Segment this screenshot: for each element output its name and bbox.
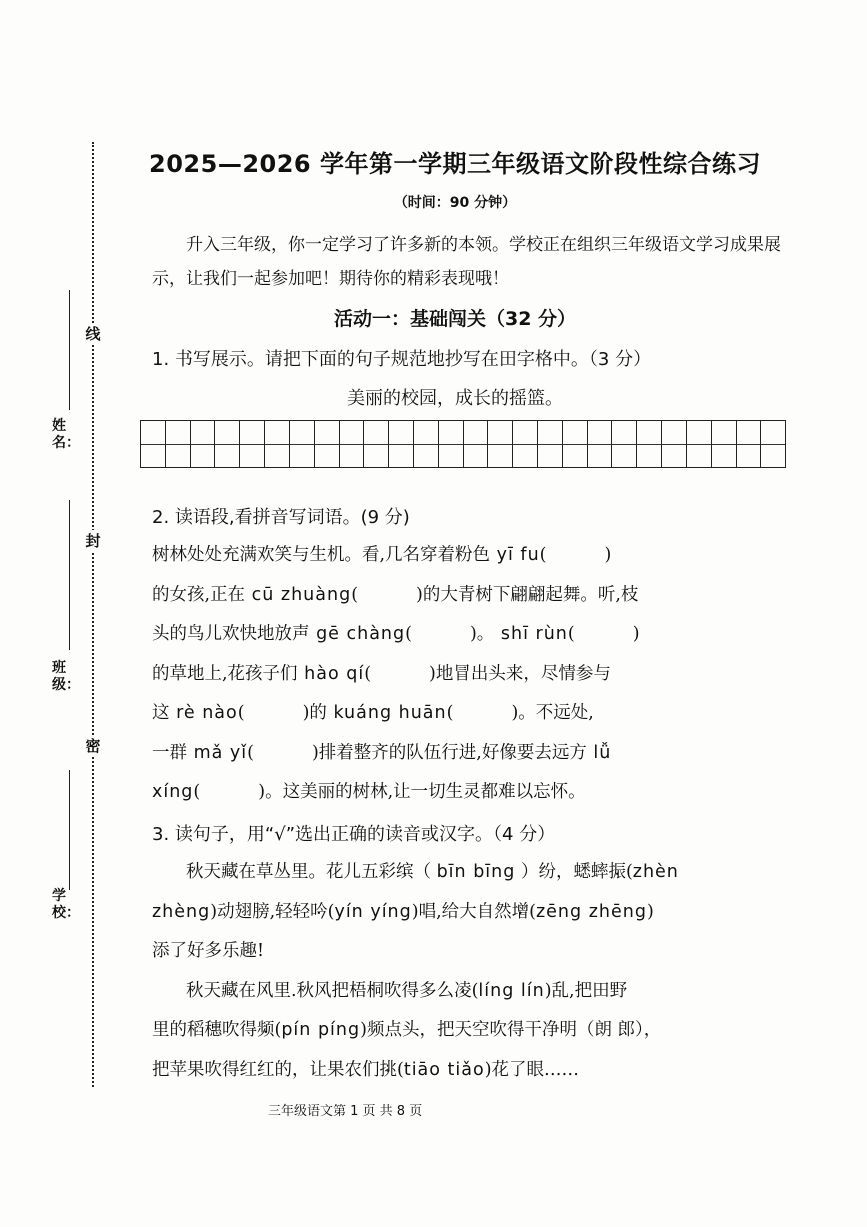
passage-text: ( — [539, 545, 547, 565]
passage-text: ( — [237, 703, 245, 723]
grid-cell[interactable] — [191, 421, 216, 467]
grid-cell[interactable] — [389, 421, 414, 467]
grid-cell[interactable] — [315, 421, 340, 467]
grid-cell[interactable] — [414, 421, 439, 467]
q2-line — [152, 576, 780, 616]
q2-heading: 2. 读语段,看拼音写词语。(9 分) — [152, 507, 410, 528]
q3-line — [152, 853, 780, 893]
q2-line — [152, 694, 780, 734]
passage-text: ( — [397, 1059, 404, 1080]
pinyin-choice[interactable]: zēng zhēng — [535, 901, 647, 922]
passage-text: ( — [567, 624, 575, 644]
passage-text: )地冒出头来，尽情参与 — [429, 663, 611, 684]
name-field-label: 姓名： — [52, 418, 80, 451]
passage-text: ( — [193, 782, 201, 802]
dotted-character: 振 • — [608, 862, 626, 882]
passage-text: )。这美丽的树林,让一切生灵都难以忘怀。 — [258, 782, 586, 802]
exam-title: 2025—2026 学年第一学期三年级语文阶段性综合练习 — [149, 150, 761, 178]
school-field-line[interactable] — [69, 770, 70, 890]
dotted-character: 缤 • — [396, 862, 414, 882]
word-lvxing-pinyin: lǚ — [586, 742, 612, 763]
passage-text: ( — [529, 901, 536, 922]
passage-text: )的大青树下翩翩起舞。听,枝 — [416, 584, 639, 605]
passage-text: ( — [446, 703, 454, 723]
pinyin-choice[interactable]: zhèn — [632, 862, 679, 882]
q3-passage — [152, 853, 780, 1090]
passage-text: 的草地上,花孩子们 — [152, 663, 298, 684]
passage-text: ( — [274, 1020, 282, 1040]
passage-text: ( — [327, 901, 335, 922]
grid-cell[interactable] — [737, 421, 762, 467]
seal-char-xian: 线 — [85, 325, 101, 343]
passage-text: ）纷，蟋蟀 — [515, 862, 609, 882]
passage-text: 头的鸟儿欢快地放声 — [152, 624, 310, 644]
word-cuzhuang-pinyin: cū zhuàng — [245, 584, 352, 605]
passage-text: ) — [632, 624, 640, 644]
q3-line — [152, 1011, 780, 1051]
passage-text: )的 — [302, 703, 327, 723]
name-field-line[interactable] — [69, 290, 70, 410]
grid-cell[interactable] — [265, 421, 290, 467]
grid-cell[interactable] — [538, 421, 563, 467]
dotted-character: 吟 • — [310, 902, 328, 922]
dotted-character: 频 • — [257, 1020, 275, 1040]
passage-text: )乱,把田野 — [544, 980, 628, 1001]
word-haoqi-pinyin: hào qí — [297, 663, 365, 684]
passage-text: )。 — [469, 624, 495, 644]
grid-cell[interactable] — [290, 421, 315, 467]
grid-cell[interactable] — [364, 421, 389, 467]
word-mayi-pinyin: mǎ yǐ — [187, 742, 248, 763]
q1-heading: 1. 书写展示。请把下面的句子规范地抄写在田字格中。（3 分） — [152, 349, 652, 370]
passage-text: 秋天藏在风里.秋风把梧桐吹得多么 — [186, 980, 455, 1001]
passage-text: ( — [471, 980, 479, 1001]
grid-cell[interactable] — [141, 421, 166, 467]
grid-cell[interactable] — [563, 421, 588, 467]
passage-text: 这 — [152, 703, 170, 723]
passage-text: ) — [646, 901, 654, 922]
passage-text: ( — [405, 624, 412, 644]
class-field-line[interactable] — [69, 500, 70, 650]
passage-text: )花了眼…… — [484, 1059, 580, 1080]
passage-text: )频点头，把天空吹得干净明（朗 郎）， — [360, 1020, 662, 1040]
seal-char-feng: 封 — [85, 532, 101, 550]
activity-heading: 活动一：基础闯关（32 分） — [333, 308, 577, 330]
q3-heading: 3. 读句子，用“√”选出正确的读音或汉字。（4 分） — [152, 824, 556, 845]
word-lvxing-pinyin: xíng — [152, 782, 194, 802]
school-field-label: 学校： — [52, 888, 80, 921]
seal-char-mi: 密 — [85, 737, 101, 755]
passage-text: ) — [604, 545, 612, 565]
passage-text: 的女孩,正在 — [152, 584, 246, 605]
q3-line — [152, 1051, 780, 1091]
grid-cell[interactable] — [464, 421, 489, 467]
q2-line — [152, 773, 780, 813]
grid-cell[interactable] — [240, 421, 265, 467]
pinyin-choice[interactable]: tiāo tiǎo — [403, 1059, 485, 1080]
passage-text: ( — [364, 663, 372, 684]
page-footer: 三年级语文第 1 页 共 8 页 — [268, 1104, 423, 1119]
grid-cell[interactable] — [637, 421, 662, 467]
passage-text: )唱,给大自然 — [411, 901, 512, 922]
q3-line: 添了好多乐趣! — [152, 941, 265, 961]
grid-cell[interactable] — [215, 421, 240, 467]
grid-cell[interactable] — [687, 421, 712, 467]
grid-cell[interactable] — [488, 421, 513, 467]
binding-margin — [0, 0, 130, 1227]
grid-cell[interactable] — [761, 421, 785, 467]
grid-cell[interactable] — [662, 421, 687, 467]
word-gechang-pinyin: gē chàng — [309, 624, 406, 644]
dotted-character: 挑 • — [380, 1060, 398, 1080]
q2-line — [152, 734, 780, 774]
dotted-character: 凌 • — [454, 981, 472, 1001]
pinyin-choice[interactable]: líng lín — [478, 980, 545, 1001]
passage-text: 里的稻穗吹得 — [152, 1020, 257, 1040]
passage-text: ( — [625, 862, 633, 882]
grid-cell[interactable] — [588, 421, 613, 467]
tianzige-grid[interactable] — [140, 420, 786, 468]
q1-sentence: 美丽的校园，成长的摇篮。 — [347, 388, 563, 409]
passage-text: )排着整齐的队伍行进,好像要去远方 — [311, 742, 587, 763]
q3-line — [152, 893, 780, 933]
word-yifu-pinyin: yī fu — [490, 545, 540, 565]
grid-cell[interactable] — [513, 421, 538, 467]
passage-text: )动翅膀,轻轻 — [210, 901, 311, 922]
passage-text: )。不远处, — [511, 703, 594, 723]
passage-text: 把苹果吹得红红的，让果农们 — [152, 1059, 380, 1080]
grid-cell[interactable] — [166, 421, 191, 467]
q3-line — [152, 972, 780, 1012]
seal-dotted-line — [92, 142, 94, 1087]
dotted-character: 增 • — [512, 902, 530, 922]
grid-cell[interactable] — [712, 421, 737, 467]
passage-text: （ — [413, 862, 437, 882]
pinyin-choice[interactable]: zhèng — [152, 901, 211, 922]
q2-passage — [152, 536, 780, 813]
q2-line — [152, 536, 780, 576]
grid-cell[interactable] — [612, 421, 637, 467]
pinyin-choice[interactable]: yín yíng — [334, 901, 412, 922]
passage-text: 一群 — [152, 742, 187, 763]
passage-text: 树林处处充满欢笑与生机。看,几名穿着粉色 — [152, 545, 491, 565]
passage-text: ( — [351, 584, 359, 605]
grid-cell[interactable] — [340, 421, 365, 467]
pinyin-choice[interactable]: pín píng — [281, 1020, 361, 1040]
exam-time: （时间：90 分钟） — [393, 195, 517, 211]
grid-cell[interactable] — [439, 421, 464, 467]
q2-line — [152, 615, 780, 655]
word-renao-pinyin: rè nào — [169, 703, 238, 723]
word-shirun-pinyin: shī rùn — [494, 624, 568, 644]
passage-text: 秋天藏在草丛里。花儿五彩 — [186, 862, 396, 882]
pinyin-choice[interactable]: bīn bīng — [436, 862, 516, 882]
class-field-label: 班级： — [52, 660, 80, 693]
passage-text: ( — [247, 742, 254, 763]
intro-paragraph: 升入三年级，你一定学习了许多新的本领。学校正在组织三年级语文学习成果展示，让我们一起参加吧！期待你的精彩表现哦！ — [152, 235, 781, 289]
q2-line — [152, 655, 780, 695]
word-kuanghuan-pinyin: kuáng huān — [326, 703, 447, 723]
